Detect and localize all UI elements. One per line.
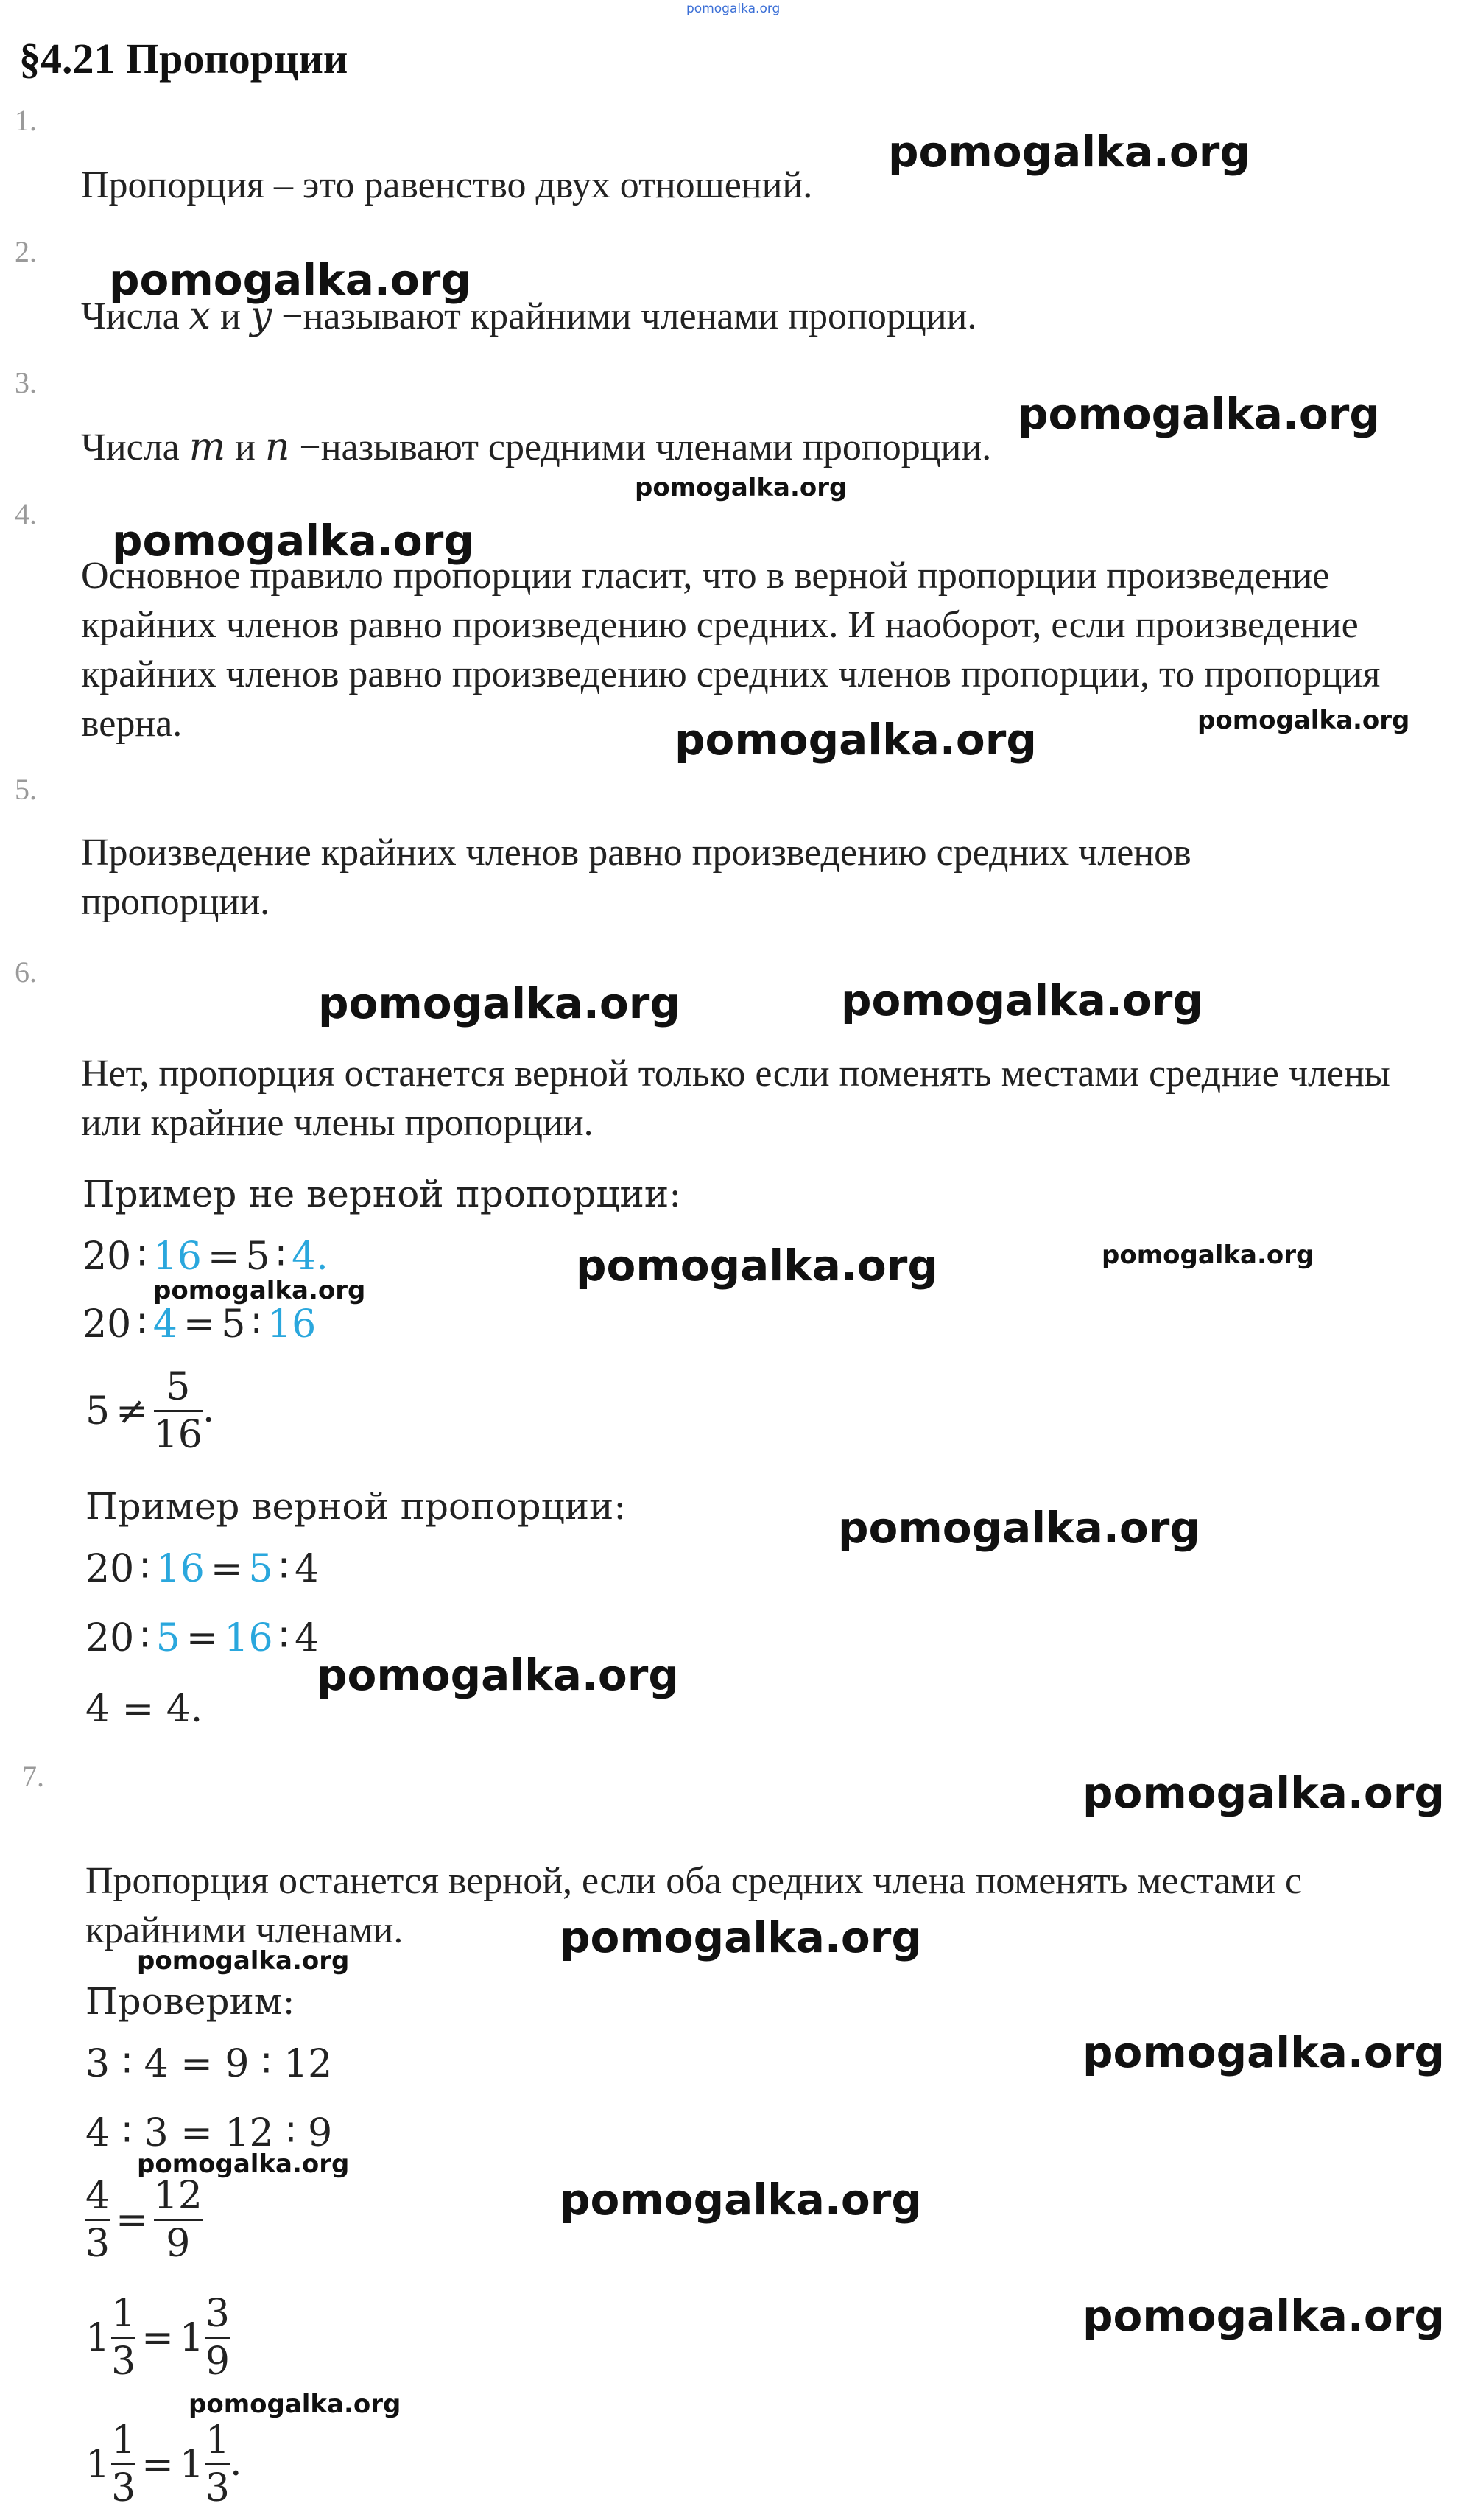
wrong-line-1-d: 4. <box>292 1235 328 1279</box>
watermark: pomogalka.org <box>1082 2027 1445 2077</box>
answer-2-prefix: Числа <box>81 295 180 337</box>
right-line-1-a: 20 <box>85 1547 135 1591</box>
watermark: pomogalka.org <box>560 2175 922 2225</box>
right-line-2-d: 4 <box>295 1616 320 1660</box>
wrong-result-den: 16 <box>154 1410 203 1458</box>
watermark: pomogalka.org <box>153 1276 366 1305</box>
wrong-result <box>85 1364 214 1458</box>
check-fraction-line: $\frac{4}{3}$ = $\frac{12}{9}$ <box>85 2174 203 2266</box>
wrong-line-2-b: 4 <box>152 1302 177 1347</box>
mixed-2-w1: 1 <box>85 2442 110 2487</box>
right-line-2-b: 5 <box>155 1616 180 1660</box>
wrong-line-1: 20 ∶ 16 = 5 ∶ 4. <box>82 1235 328 1279</box>
right-line-2-c: 16 <box>224 1616 273 1660</box>
mixed-2-end: . <box>229 2440 242 2485</box>
neq-sign: ≠ <box>116 1389 148 1433</box>
right-line-1-b: 16 <box>155 1547 205 1591</box>
watermark: pomogalka.org <box>841 975 1203 1025</box>
mixed-1-w2: 1 <box>179 2315 204 2360</box>
frac-left-den: 3 <box>85 2219 110 2267</box>
check-label: Проверим: <box>85 1980 295 2023</box>
answer-3-and: и <box>235 427 256 468</box>
watermark: pomogalka.org <box>1082 2291 1445 2341</box>
watermark: pomogalka.org <box>838 1503 1200 1553</box>
mixed-2-w2: 1 <box>179 2442 204 2487</box>
wrong-line-1-b: 16 <box>152 1235 202 1279</box>
var-y: y <box>250 294 272 338</box>
mixed-2-frac-left <box>111 2418 135 2511</box>
watermark: pomogalka.org <box>317 1650 679 1700</box>
answer-6-text: Нет, пропорция останется верной только если поменять местами средние члены или крайние члены пропорции. <box>81 1053 1390 1144</box>
wrong-result-fraction <box>154 1364 203 1458</box>
mixed-1-frac-right <box>205 2291 230 2384</box>
wrong-line-2: 20 ∶ 4 = 5 ∶ 16 <box>82 1302 317 1347</box>
watermark: pomogalka.org <box>675 715 1037 765</box>
watermark: pomogalka.org <box>1102 1240 1314 1270</box>
item-number-2: 2. <box>15 235 37 268</box>
page-title: §4.21 Пропорции <box>19 35 348 83</box>
wrong-line-1-c: 5 <box>245 1235 270 1279</box>
mixed-line-1: 1 $\frac{1}{3}$ = 1 $\frac{3}{9}$ <box>85 2292 230 2384</box>
mixed-1-n1: 1 <box>111 2292 136 2336</box>
item-number-3: 3. <box>15 366 37 399</box>
answer-4: Основное правило пропорции гласит, что в верной пропорции произведение крайних членов равно произведению средних. И наоборот, если произведение крайних членов равно произведению средних членов пропорции, то пропорция верна. <box>81 555 1381 745</box>
mixed-1-d2: 9 <box>205 2337 230 2384</box>
answer-3-prefix: Числа <box>81 427 180 468</box>
wrong-result-num: 5 <box>166 1365 191 1409</box>
item-number-1: 1. <box>15 104 37 137</box>
answer-2-and: и <box>220 295 241 337</box>
watermark: pomogalka.org <box>189 2390 401 2419</box>
watermark: pomogalka.org <box>112 516 474 566</box>
mixed-2-frac-right <box>205 2418 230 2511</box>
item-number-5: 5. <box>15 773 37 806</box>
mixed-1-w1: 1 <box>85 2315 110 2360</box>
watermark: pomogalka.org <box>318 978 680 1028</box>
watermark: pomogalka.org <box>1018 389 1380 439</box>
watermark: pomogalka.org <box>137 2149 350 2179</box>
right-result: 4 = 4. <box>85 1687 203 1731</box>
mixed-1-frac-left <box>111 2291 135 2384</box>
watermark: pomogalka.org <box>888 127 1250 177</box>
watermark: pomogalka.org <box>137 1946 350 1976</box>
var-x: x <box>189 294 211 338</box>
wrong-result-end: . <box>202 1387 215 1431</box>
watermark: pomogalka.org <box>576 1240 938 1291</box>
item-number-4: 4. <box>15 497 37 530</box>
item-number-7: 7. <box>22 1760 44 1793</box>
wrong-line-1-a: 20 <box>82 1235 132 1279</box>
frac-right-num: 12 <box>153 2174 203 2218</box>
answer-3-suffix: −называют средними членами пропорции. <box>299 427 992 468</box>
wrong-line-2-d: 16 <box>267 1302 317 1347</box>
right-line-2: 20 ∶ 5 = 16 ∶ 4 <box>85 1616 320 1660</box>
check-line-1: 3 ∶ 4 = 9 ∶ 12 <box>85 2042 333 2086</box>
watermark: pomogalka.org <box>560 1912 922 1962</box>
var-m: m <box>189 425 226 469</box>
watermark: pomogalka.org <box>1197 706 1410 735</box>
right-line-1: 20 ∶ 16 = 5 ∶ 4 <box>85 1547 320 1591</box>
answer-2-suffix: −называют крайними членами пропорции. <box>281 295 977 337</box>
frac-right <box>154 2173 203 2267</box>
answer-5: Произведение крайних членов равно произведению средних членов пропорции. <box>81 832 1191 923</box>
mixed-2-n2: 1 <box>205 2418 230 2463</box>
mixed-2-d1: 3 <box>111 2463 135 2511</box>
answer-7-text: Пропорция останется верной, если оба средних члена поменять местами с крайними членами. <box>85 1860 1303 1951</box>
mixed-1-d1: 3 <box>111 2337 135 2384</box>
watermark: pomogalka.org <box>109 255 471 305</box>
right-line-1-d: 4 <box>295 1547 320 1591</box>
answer-3 <box>81 423 991 472</box>
item-number-6: 6. <box>15 955 37 989</box>
wrong-line-2-a: 20 <box>82 1302 132 1347</box>
mixed-2-n1: 1 <box>111 2418 136 2463</box>
right-example-label: Пример верной пропорции: <box>85 1485 627 1528</box>
wrong-line-2-c: 5 <box>221 1302 246 1347</box>
check-line-2: 4 ∶ 3 = 12 ∶ 9 <box>85 2111 333 2155</box>
wrong-result-left: 5 <box>85 1389 110 1433</box>
frac-left <box>85 2173 110 2267</box>
frac-left-num: 4 <box>85 2174 110 2218</box>
right-line-2-a: 20 <box>85 1616 135 1660</box>
mixed-line-2: 1 $\frac{1}{3}$ = 1 $\frac{1}{3}$ . <box>85 2418 242 2510</box>
mixed-1-n2: 3 <box>205 2292 230 2336</box>
watermark: pomogalka.org <box>1082 1768 1445 1818</box>
wrong-example-label: Пример не верной пропорции: <box>82 1173 682 1215</box>
var-n: n <box>264 425 290 469</box>
right-line-1-c: 5 <box>248 1547 273 1591</box>
frac-right-den: 9 <box>154 2219 203 2267</box>
watermark: pomogalka.org <box>635 473 848 502</box>
mixed-2-d2: 3 <box>205 2463 230 2511</box>
answer-1: Пропорция – это равенство двух отношений. <box>81 164 813 206</box>
watermark-top: pomogalka.org <box>686 1 781 16</box>
